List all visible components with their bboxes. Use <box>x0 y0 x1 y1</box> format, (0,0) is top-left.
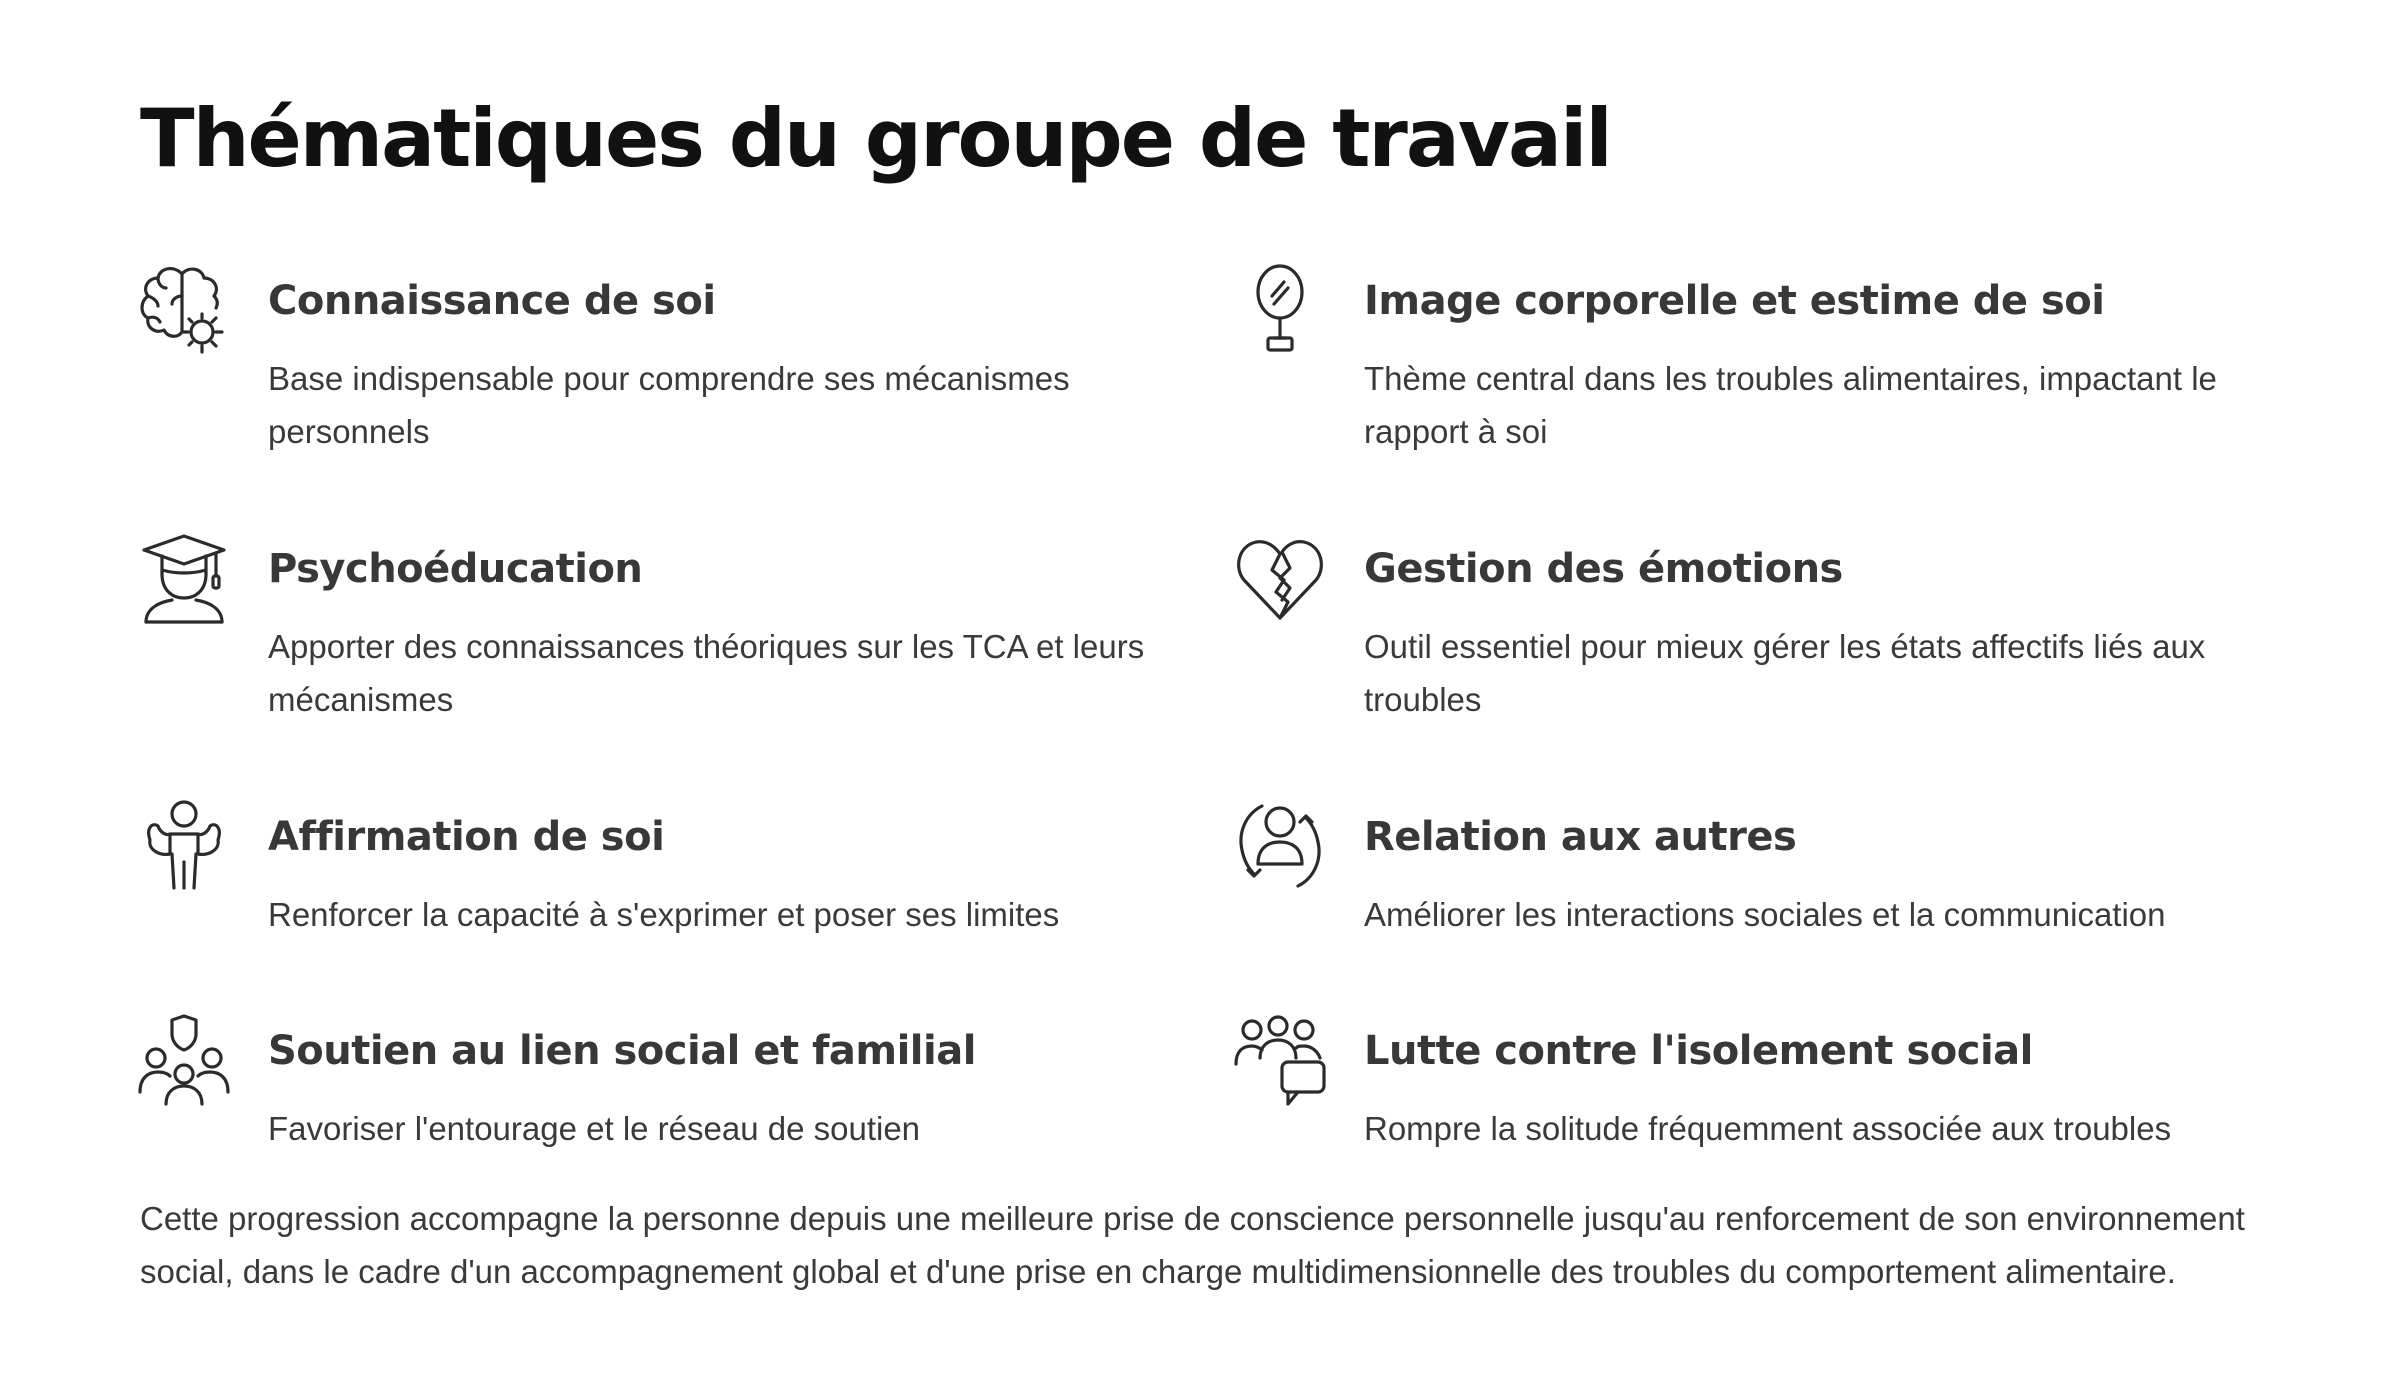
theme-title: Image corporelle et estime de soi <box>1364 278 2105 324</box>
graduate-icon <box>136 530 232 626</box>
theme-title: Gestion des émotions <box>1364 546 1843 592</box>
broken-heart-icon <box>1232 530 1328 626</box>
summary-paragraph: Cette progression accompagne la personne depuis une meilleure prise de conscience personnelle jusqu'au renforcement de son environnement social, dans le cadre d'un accompagnement global et d'une prise en charge multidimensionnelle des troubles du comportement alimentaire. <box>140 1200 2245 1290</box>
theme-title: Soutien au lien social et familial <box>268 1028 976 1074</box>
theme-description: Apporter des connaissances théoriques sur les TCA et leurs mécanismes <box>268 628 1145 718</box>
theme-description: Thème central dans les troubles alimentaires, impactant le rapport à soi <box>1364 360 2217 450</box>
mirror-icon <box>1232 262 1328 358</box>
theme-title: Psychoéducation <box>268 546 643 592</box>
theme-title: Connaissance de soi <box>268 278 716 324</box>
theme-description: Favoriser l'entourage et le réseau de soutien <box>268 1110 921 1147</box>
theme-description: Outil essentiel pour mieux gérer les états affectifs liés aux troubles <box>1364 628 2206 718</box>
person-cycle-icon <box>1232 798 1328 894</box>
group-shield-icon <box>136 1012 232 1108</box>
theme-title: Affirmation de soi <box>268 814 665 860</box>
theme-description: Améliorer les interactions sociales et la communication <box>1364 896 2166 933</box>
theme-description: Rompre la solitude fréquemment associée aux troubles <box>1364 1110 2172 1147</box>
theme-description: Renforcer la capacité à s'exprimer et poser ses limites <box>268 896 1060 933</box>
brain-icon <box>136 262 232 358</box>
theme-title: Relation aux autres <box>1364 814 1797 860</box>
theme-title: Lutte contre l'isolement social <box>1364 1028 2033 1074</box>
strong-person-icon <box>136 798 232 894</box>
page-title: Thématiques du groupe de travail <box>140 92 1611 185</box>
group-chat-icon <box>1232 1012 1328 1108</box>
theme-description: Base indispensable pour comprendre ses mécanismes personnels <box>268 360 1070 450</box>
